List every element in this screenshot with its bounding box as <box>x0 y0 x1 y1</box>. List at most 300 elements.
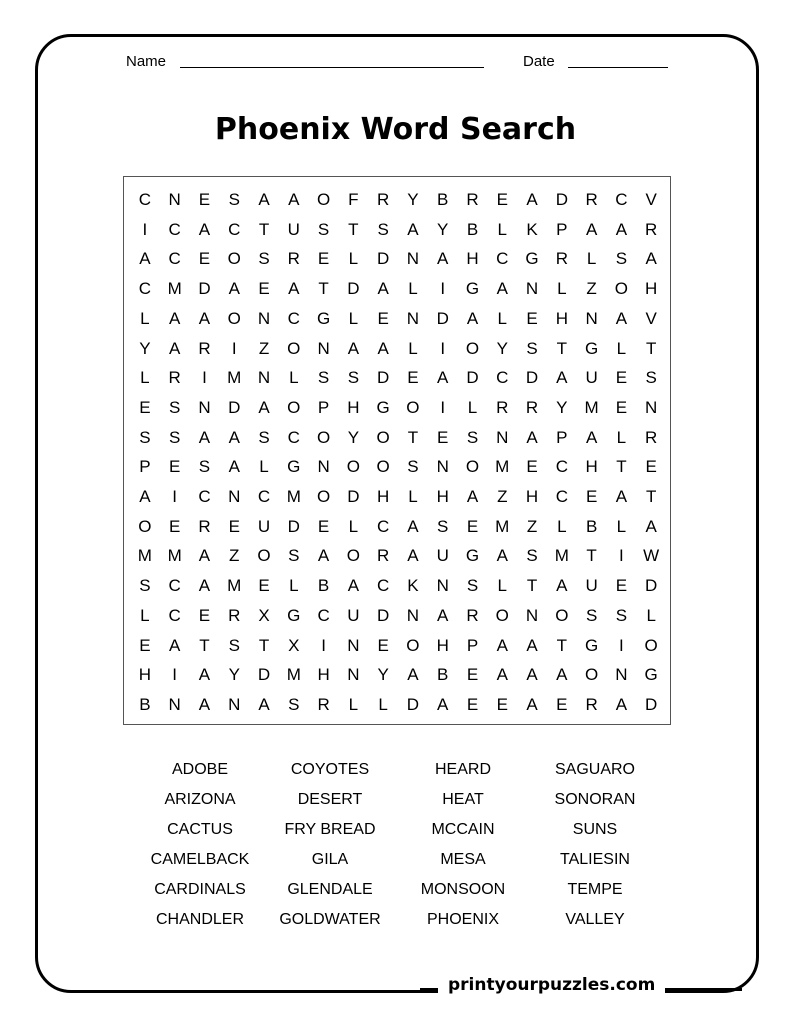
grid-letter[interactable]: D <box>525 368 539 388</box>
grid-letter[interactable]: U <box>287 219 300 239</box>
grid-letter[interactable]: S <box>258 249 270 269</box>
grid-letter[interactable]: E <box>466 516 479 536</box>
grid-letter[interactable]: E <box>615 576 628 596</box>
grid-letter[interactable]: L <box>378 694 388 714</box>
grid-letter[interactable]: O <box>316 487 331 506</box>
grid-letter[interactable]: M <box>167 546 182 566</box>
grid-letter[interactable]: R <box>466 605 479 625</box>
grid-letter[interactable]: A <box>139 487 151 506</box>
grid-letter[interactable]: P <box>139 457 151 477</box>
grid-letter[interactable]: Y <box>228 665 240 685</box>
grid-letter[interactable]: C <box>377 516 390 536</box>
grid-letter[interactable]: E <box>526 308 538 328</box>
grid-letter[interactable]: M <box>167 279 182 299</box>
grid-letter[interactable]: N <box>525 605 539 625</box>
grid-letter[interactable]: L <box>348 516 359 536</box>
grid-letter[interactable]: N <box>436 576 449 596</box>
grid-letter[interactable]: K <box>407 576 419 596</box>
grid-letter[interactable]: A <box>169 338 181 358</box>
grid-letter[interactable]: G <box>584 338 599 358</box>
grid-letter[interactable]: S <box>377 219 389 239</box>
grid-letter[interactable]: L <box>497 219 507 239</box>
grid-letter[interactable]: I <box>172 665 178 685</box>
grid-letter[interactable]: L <box>348 308 359 328</box>
grid-letter[interactable]: S <box>139 427 151 447</box>
grid-letter[interactable]: M <box>227 368 242 388</box>
grid-letter[interactable]: R <box>525 397 539 417</box>
grid-letter[interactable]: R <box>585 190 598 209</box>
grid-letter[interactable]: M <box>495 457 510 477</box>
grid-letter[interactable]: T <box>258 635 270 655</box>
grid-letter[interactable]: L <box>616 338 627 358</box>
grid-letter[interactable]: A <box>496 546 508 566</box>
grid-letter[interactable]: U <box>436 546 449 566</box>
grid-letter[interactable]: A <box>556 576 568 596</box>
grid-letter[interactable]: A <box>198 308 211 328</box>
grid-letter[interactable]: T <box>199 635 210 655</box>
grid-letter[interactable]: L <box>497 308 507 328</box>
grid-letter[interactable]: A <box>556 368 568 388</box>
grid-letter[interactable]: E <box>466 694 479 714</box>
grid-letter[interactable]: O <box>346 457 360 477</box>
grid-letter[interactable]: E <box>437 427 449 447</box>
grid-letter[interactable]: A <box>198 665 211 685</box>
grid-letter[interactable]: U <box>585 368 598 388</box>
grid-letter[interactable]: I <box>619 635 624 655</box>
grid-letter[interactable]: S <box>466 576 479 596</box>
grid-letter[interactable]: M <box>554 546 569 566</box>
grid-letter[interactable]: A <box>407 516 419 536</box>
grid-letter[interactable]: E <box>526 457 538 477</box>
grid-letter[interactable]: N <box>257 368 271 388</box>
grid-letter[interactable]: A <box>615 308 628 328</box>
grid-letter[interactable]: A <box>198 694 211 714</box>
grid-letter[interactable]: N <box>406 249 420 269</box>
grid-letter[interactable]: A <box>466 487 479 506</box>
grid-letter[interactable]: N <box>406 308 420 328</box>
grid-letter[interactable]: I <box>440 338 446 358</box>
grid-letter[interactable]: A <box>615 694 628 714</box>
grid-letter[interactable]: E <box>169 457 181 477</box>
grid-letter[interactable]: L <box>259 457 269 477</box>
grid-letter[interactable]: D <box>198 279 211 299</box>
grid-letter[interactable]: Z <box>526 516 538 536</box>
grid-letter[interactable]: A <box>407 665 419 685</box>
grid-letter[interactable]: K <box>526 219 538 239</box>
grid-letter[interactable]: O <box>346 546 360 566</box>
grid-letter[interactable]: Y <box>407 190 419 209</box>
grid-letter[interactable]: X <box>288 635 300 655</box>
grid-letter[interactable]: S <box>288 694 300 714</box>
grid-letter[interactable]: L <box>557 516 567 536</box>
grid-letter[interactable]: N <box>496 427 509 447</box>
grid-letter[interactable]: R <box>496 397 509 417</box>
grid-letter[interactable]: L <box>586 249 597 269</box>
grid-letter[interactable]: E <box>258 576 270 596</box>
grid-letter[interactable]: L <box>616 516 627 536</box>
grid-letter[interactable]: D <box>377 249 390 269</box>
grid-letter[interactable]: A <box>169 635 181 655</box>
grid-letter[interactable]: D <box>287 516 300 536</box>
grid-letter[interactable]: A <box>526 635 538 655</box>
grid-letter[interactable]: N <box>317 338 330 358</box>
grid-letter[interactable]: H <box>138 665 152 685</box>
grid-letter[interactable]: A <box>496 635 508 655</box>
grid-letter[interactable]: E <box>466 665 479 685</box>
grid-letter[interactable]: C <box>168 219 181 239</box>
grid-letter[interactable]: O <box>465 338 480 358</box>
grid-letter[interactable]: D <box>228 397 241 417</box>
grid-letter[interactable]: A <box>228 279 240 299</box>
grid-letter[interactable]: A <box>288 190 300 209</box>
grid-letter[interactable]: I <box>231 338 237 358</box>
grid-letter[interactable]: S <box>407 457 419 477</box>
grid-letter[interactable]: L <box>616 427 627 447</box>
grid-letter[interactable]: U <box>347 605 360 625</box>
grid-letter[interactable]: A <box>585 427 598 447</box>
name-field-line[interactable] <box>180 67 484 68</box>
grid-letter[interactable]: V <box>645 190 657 209</box>
grid-letter[interactable]: A <box>198 546 211 566</box>
grid-letter[interactable]: D <box>257 665 271 685</box>
grid-letter[interactable]: R <box>645 427 658 447</box>
grid-letter[interactable]: P <box>556 219 568 239</box>
grid-letter[interactable]: O <box>406 397 420 417</box>
grid-letter[interactable]: A <box>347 338 360 358</box>
grid-letter[interactable]: D <box>436 308 449 328</box>
grid-letter[interactable]: D <box>377 605 390 625</box>
grid-letter[interactable]: N <box>585 308 598 328</box>
grid-letter[interactable]: N <box>257 308 271 328</box>
grid-letter[interactable]: R <box>198 516 211 536</box>
grid-letter[interactable]: T <box>556 635 568 655</box>
grid-letter[interactable]: I <box>619 546 624 566</box>
grid-letter[interactable]: R <box>377 190 390 209</box>
grid-letter[interactable]: S <box>317 219 330 239</box>
grid-letter[interactable]: S <box>347 368 360 388</box>
grid-letter[interactable]: F <box>348 190 359 209</box>
grid-letter[interactable]: A <box>437 368 449 388</box>
grid-letter[interactable]: N <box>198 397 211 417</box>
grid-letter[interactable]: C <box>138 190 152 209</box>
grid-letter[interactable]: A <box>258 694 270 714</box>
grid-letter[interactable]: O <box>555 605 569 625</box>
grid-letter[interactable]: E <box>198 190 211 209</box>
grid-letter[interactable]: H <box>466 249 479 269</box>
grid-letter[interactable]: L <box>289 576 299 596</box>
grid-letter[interactable]: S <box>317 368 330 388</box>
grid-letter[interactable]: C <box>615 190 628 209</box>
grid-letter[interactable]: C <box>168 605 181 625</box>
grid-letter[interactable]: E <box>585 487 598 506</box>
grid-letter[interactable]: E <box>228 516 240 536</box>
grid-letter[interactable]: U <box>585 576 598 596</box>
grid-letter[interactable]: T <box>526 576 538 596</box>
grid-letter[interactable]: G <box>465 279 480 299</box>
grid-letter[interactable]: B <box>437 190 449 209</box>
grid-letter[interactable]: E <box>258 279 270 299</box>
grid-letter[interactable]: A <box>437 694 449 714</box>
grid-letter[interactable]: C <box>287 308 300 328</box>
grid-letter[interactable]: A <box>645 516 657 536</box>
grid-letter[interactable]: N <box>228 694 241 714</box>
grid-letter[interactable]: D <box>555 190 568 209</box>
grid-letter[interactable]: O <box>287 338 301 358</box>
grid-letter[interactable]: R <box>585 694 598 714</box>
grid-letter[interactable]: C <box>168 249 181 269</box>
grid-letter[interactable]: A <box>377 279 389 299</box>
grid-letter[interactable]: T <box>556 338 568 358</box>
grid-letter[interactable]: H <box>645 279 658 299</box>
grid-letter[interactable]: S <box>645 368 657 388</box>
grid-letter[interactable]: W <box>643 546 660 566</box>
grid-letter[interactable]: E <box>169 516 181 536</box>
grid-letter[interactable]: O <box>465 457 480 477</box>
grid-letter[interactable]: G <box>376 397 390 417</box>
grid-letter[interactable]: L <box>140 308 150 328</box>
grid-letter[interactable]: V <box>645 308 657 328</box>
grid-letter[interactable]: L <box>140 605 150 625</box>
grid-letter[interactable]: C <box>496 249 509 269</box>
grid-letter[interactable]: I <box>172 487 178 506</box>
grid-letter[interactable]: G <box>584 635 599 655</box>
grid-letter[interactable]: L <box>348 694 359 714</box>
grid-letter[interactable]: A <box>407 546 419 566</box>
grid-letter[interactable]: Z <box>497 487 508 506</box>
grid-letter[interactable]: R <box>466 190 479 209</box>
grid-letter[interactable]: C <box>257 487 271 506</box>
grid-letter[interactable]: N <box>645 397 658 417</box>
grid-letter[interactable]: I <box>440 279 446 299</box>
grid-letter[interactable]: A <box>407 219 419 239</box>
grid-letter[interactable]: H <box>436 635 449 655</box>
grid-letter[interactable]: M <box>495 516 510 536</box>
grid-letter[interactable]: S <box>169 427 181 447</box>
grid-letter[interactable]: C <box>555 457 568 477</box>
grid-letter[interactable]: G <box>465 546 480 566</box>
grid-letter[interactable]: C <box>138 279 152 299</box>
grid-letter[interactable]: R <box>317 694 330 714</box>
grid-letter[interactable]: S <box>585 605 598 625</box>
grid-letter[interactable]: S <box>288 546 300 566</box>
grid-letter[interactable]: C <box>555 487 568 506</box>
grid-letter[interactable]: C <box>228 219 241 239</box>
grid-letter[interactable]: A <box>258 397 270 417</box>
grid-letter[interactable]: L <box>408 338 418 358</box>
grid-letter[interactable]: O <box>227 308 241 328</box>
grid-letter[interactable]: C <box>168 576 181 596</box>
grid-letter[interactable]: S <box>615 605 628 625</box>
grid-letter[interactable]: R <box>377 546 390 566</box>
grid-letter[interactable]: A <box>228 457 240 477</box>
grid-letter[interactable]: H <box>347 397 360 417</box>
grid-letter[interactable]: S <box>258 427 270 447</box>
grid-letter[interactable]: A <box>198 219 211 239</box>
grid-letter[interactable]: M <box>227 576 242 596</box>
grid-letter[interactable]: A <box>466 308 479 328</box>
grid-letter[interactable]: U <box>257 516 271 536</box>
grid-letter[interactable]: M <box>286 487 301 506</box>
grid-letter[interactable]: S <box>466 427 479 447</box>
grid-letter[interactable]: G <box>287 605 301 625</box>
grid-letter[interactable]: A <box>556 665 568 685</box>
grid-letter[interactable]: D <box>377 368 390 388</box>
grid-letter[interactable]: E <box>407 368 419 388</box>
grid-letter[interactable]: C <box>287 427 300 447</box>
grid-letter[interactable]: Z <box>229 546 240 566</box>
grid-letter[interactable]: S <box>228 190 240 209</box>
grid-letter[interactable]: I <box>202 368 207 388</box>
grid-letter[interactable]: B <box>585 516 598 536</box>
grid-letter[interactable]: P <box>556 427 568 447</box>
grid-letter[interactable]: H <box>585 457 598 477</box>
grid-letter[interactable]: A <box>496 279 508 299</box>
grid-letter[interactable]: O <box>316 427 331 447</box>
grid-letter[interactable]: M <box>584 397 599 417</box>
grid-letter[interactable]: T <box>348 219 359 239</box>
grid-letter[interactable]: A <box>317 546 330 566</box>
grid-letter[interactable]: A <box>437 249 449 269</box>
grid-letter[interactable]: A <box>437 605 449 625</box>
date-field-line[interactable] <box>568 67 668 68</box>
grid-letter[interactable]: O <box>644 635 658 655</box>
grid-letter[interactable]: Y <box>139 338 151 358</box>
grid-letter[interactable]: S <box>615 249 628 269</box>
grid-letter[interactable]: S <box>526 338 538 358</box>
grid-letter[interactable]: S <box>169 397 181 417</box>
grid-letter[interactable]: D <box>406 694 420 714</box>
grid-letter[interactable]: E <box>496 190 508 209</box>
grid-letter[interactable]: R <box>228 605 241 625</box>
grid-letter[interactable]: A <box>526 694 538 714</box>
grid-letter[interactable]: A <box>526 427 538 447</box>
grid-letter[interactable]: O <box>138 516 152 536</box>
grid-letter[interactable]: A <box>377 338 389 358</box>
grid-letter[interactable]: A <box>288 279 300 299</box>
grid-letter[interactable]: S <box>437 516 449 536</box>
grid-letter[interactable]: E <box>198 605 211 625</box>
grid-letter[interactable]: G <box>525 249 539 269</box>
grid-letter[interactable]: R <box>198 338 211 358</box>
grid-letter[interactable]: X <box>258 605 270 625</box>
grid-letter[interactable]: E <box>317 249 330 269</box>
grid-letter[interactable]: R <box>287 249 300 269</box>
grid-letter[interactable]: E <box>615 397 628 417</box>
grid-letter[interactable]: A <box>228 427 240 447</box>
grid-letter[interactable]: A <box>526 665 538 685</box>
grid-letter[interactable]: N <box>168 694 181 714</box>
grid-letter[interactable]: P <box>317 397 330 417</box>
grid-letter[interactable]: A <box>615 219 628 239</box>
grid-letter[interactable]: D <box>466 368 479 388</box>
grid-letter[interactable]: O <box>376 427 390 447</box>
grid-letter[interactable]: B <box>317 576 330 596</box>
grid-letter[interactable]: L <box>408 487 418 506</box>
grid-letter[interactable]: O <box>406 635 420 655</box>
grid-letter[interactable]: O <box>614 279 628 299</box>
grid-letter[interactable]: T <box>645 338 657 358</box>
grid-letter[interactable]: A <box>198 427 211 447</box>
grid-letter[interactable]: H <box>317 665 330 685</box>
grid-letter[interactable]: S <box>139 576 151 596</box>
grid-letter[interactable]: M <box>286 665 301 685</box>
grid-letter[interactable]: A <box>585 219 598 239</box>
grid-letter[interactable]: E <box>377 635 389 655</box>
grid-letter[interactable]: N <box>228 487 241 506</box>
grid-letter[interactable]: N <box>436 457 449 477</box>
grid-letter[interactable]: G <box>316 308 331 328</box>
grid-letter[interactable]: E <box>317 516 330 536</box>
grid-letter[interactable]: T <box>318 279 329 299</box>
grid-letter[interactable]: O <box>287 397 301 417</box>
grid-letter[interactable]: L <box>467 397 478 417</box>
grid-letter[interactable]: A <box>169 308 181 328</box>
grid-letter[interactable]: C <box>377 576 390 596</box>
grid-letter[interactable]: R <box>645 219 658 239</box>
grid-letter[interactable]: S <box>228 635 240 655</box>
grid-letter[interactable]: L <box>497 576 507 596</box>
grid-letter[interactable]: Z <box>258 338 270 358</box>
grid-letter[interactable]: S <box>198 457 211 477</box>
grid-letter[interactable]: A <box>198 576 211 596</box>
grid-letter[interactable]: A <box>615 487 628 506</box>
grid-letter[interactable]: D <box>645 694 658 714</box>
grid-letter[interactable]: B <box>437 665 449 685</box>
grid-letter[interactable]: O <box>227 249 241 269</box>
grid-letter[interactable]: O <box>257 546 271 566</box>
grid-letter[interactable]: Y <box>496 338 508 358</box>
grid-letter[interactable]: L <box>646 605 656 625</box>
grid-letter[interactable]: T <box>407 427 419 447</box>
grid-letter[interactable]: B <box>139 694 151 714</box>
grid-letter[interactable]: A <box>496 665 508 685</box>
grid-letter[interactable]: E <box>645 457 657 477</box>
grid-letter[interactable]: A <box>347 576 360 596</box>
grid-letter[interactable]: H <box>525 487 539 506</box>
grid-letter[interactable]: O <box>584 665 599 685</box>
grid-letter[interactable]: O <box>376 457 390 477</box>
grid-letter[interactable]: D <box>645 576 658 596</box>
grid-letter[interactable]: Y <box>556 397 568 417</box>
grid-letter[interactable]: P <box>466 635 479 655</box>
grid-letter[interactable]: O <box>316 190 331 209</box>
grid-letter[interactable]: E <box>377 308 389 328</box>
grid-letter[interactable]: N <box>347 665 360 685</box>
grid-letter[interactable]: D <box>347 487 360 506</box>
grid-letter[interactable]: N <box>406 605 420 625</box>
grid-letter[interactable]: L <box>289 368 299 388</box>
grid-letter[interactable]: E <box>615 368 628 388</box>
grid-letter[interactable]: L <box>348 249 359 269</box>
grid-letter[interactable]: N <box>168 190 181 209</box>
grid-letter[interactable]: T <box>258 219 270 239</box>
grid-letter[interactable]: N <box>615 665 628 685</box>
grid-letter[interactable]: A <box>526 190 538 209</box>
grid-letter[interactable]: R <box>168 368 181 388</box>
grid-letter[interactable]: E <box>139 397 151 417</box>
grid-letter[interactable]: I <box>321 635 326 655</box>
grid-letter[interactable]: E <box>556 694 568 714</box>
grid-letter[interactable]: H <box>555 308 568 328</box>
grid-letter[interactable]: A <box>645 249 657 269</box>
grid-letter[interactable]: I <box>440 397 446 417</box>
grid-letter[interactable]: E <box>198 249 211 269</box>
grid-letter[interactable]: Y <box>437 219 449 239</box>
grid-letter[interactable]: Y <box>347 427 360 447</box>
grid-letter[interactable]: E <box>496 694 508 714</box>
grid-letter[interactable]: N <box>317 457 330 477</box>
grid-letter[interactable]: T <box>586 546 597 566</box>
